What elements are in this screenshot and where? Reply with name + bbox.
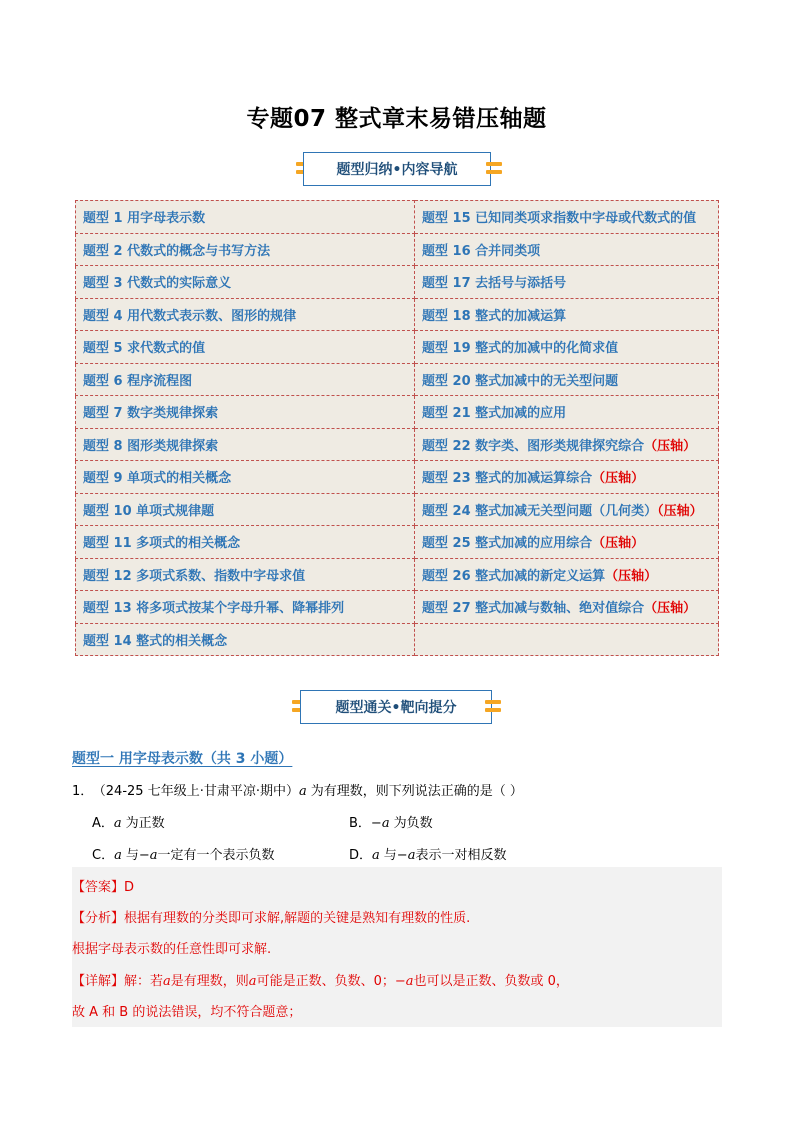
option-c <box>92 844 275 863</box>
nav-topic-link[interactable] <box>415 266 719 299</box>
option-label: A． <box>92 816 114 831</box>
nav-topic-label: 题型 15 已知同类项求指数中字母或代数式的值 <box>422 211 697 227</box>
option-text: 为负数 <box>393 816 433 831</box>
nav-topic-label: 题型 16 合并同类项 <box>422 243 541 259</box>
nav-hard-tag: （压轴） <box>644 601 697 617</box>
nav-row <box>76 396 719 429</box>
nav-topic-link[interactable]: 题型 3 代数式的实际意义 <box>76 266 415 299</box>
option-a <box>92 812 165 831</box>
nav-topic-label: 题型 26 整式加减的新定义运算 <box>422 568 606 584</box>
nav-topic-link[interactable]: 题型 6 程序流程图 <box>76 363 415 396</box>
section-heading[interactable]: 题型一 用字母表示数（共 3 小题） <box>72 751 293 767</box>
nav-topic-link[interactable]: 题型 11 多项式的相关概念 <box>76 526 415 559</box>
nav-hard-tag: （压轴） <box>605 568 658 584</box>
nav-topic-link[interactable] <box>415 363 719 396</box>
nav-topic-link[interactable]: 题型 12 多项式系数、指数中字母求值 <box>76 558 415 591</box>
detail-text: 可能是正数、负数、0； <box>256 974 395 989</box>
nav-row <box>76 266 719 299</box>
nav-topic-label: 题型 19 整式的加减中的化简求值 <box>422 341 619 357</box>
nav-row <box>76 461 719 494</box>
nav-topic-link[interactable]: 题型 13 将多项式按某个字母升幂、降幂排列 <box>76 591 415 624</box>
option-variable: a <box>113 816 122 831</box>
question-variable: a <box>298 784 307 799</box>
detail-variable: a <box>248 974 257 989</box>
nav-row <box>76 233 719 266</box>
nav-topic-label: 题型 18 整式的加减运算 <box>422 308 567 324</box>
detail-text: 也可以是正数、负数或 0， <box>413 974 569 989</box>
answer-line: 【答案】D <box>72 880 135 895</box>
nav-topic-label: 题型 22 数字类、图形类规律探究综合 <box>422 438 645 454</box>
nav-topic-label: 题型 21 整式加减的应用 <box>422 406 567 422</box>
nav-topic-label: 题型 24 整式加减无关型问题（几何类） <box>422 503 658 519</box>
nav-topic-link[interactable]: 题型 4 用代数式表示数、图形的规律 <box>76 298 415 331</box>
nav-row <box>76 298 719 331</box>
nav-hard-tag: （压轴） <box>592 471 645 487</box>
option-variable: −a <box>396 848 416 863</box>
option-variable: a <box>372 848 380 863</box>
section-banner-practice <box>0 690 793 728</box>
option-label: D． <box>349 848 373 863</box>
banner-label: 题型归纳•内容导航 <box>303 152 491 186</box>
nav-topic-link[interactable]: 题型 2 代数式的概念与书写方法 <box>76 233 415 266</box>
option-b <box>349 812 433 831</box>
detail-variable: −a <box>394 974 414 989</box>
nav-row <box>76 363 719 396</box>
detail-line <box>72 970 569 989</box>
option-label: C． <box>92 848 115 863</box>
nav-row <box>76 201 719 234</box>
option-text: 一定有一个表示负数 <box>157 848 275 863</box>
nav-topic-link[interactable] <box>415 396 719 429</box>
detail-variable: a <box>163 974 171 989</box>
nav-row <box>76 493 719 526</box>
nav-topic-label: 题型 17 去括号与添括号 <box>422 276 567 292</box>
nav-topic-label: 题型 23 整式的加减运算综合 <box>422 471 593 487</box>
option-text: 与 <box>125 848 139 863</box>
option-text: 与 <box>383 848 397 863</box>
nav-hard-tag: （压轴） <box>592 536 645 552</box>
nav-hard-tag: （压轴） <box>644 438 697 454</box>
nav-topic-link[interactable] <box>415 493 719 526</box>
question-1 <box>72 780 523 799</box>
nav-topic-link[interactable] <box>415 428 719 461</box>
nav-topic-label: 题型 20 整式加减中的无关型问题 <box>422 373 619 389</box>
nav-topic-link[interactable] <box>415 233 719 266</box>
nav-row <box>76 623 719 656</box>
option-variable: −a <box>138 848 158 863</box>
nav-topic-link[interactable]: 题型 9 单项式的相关概念 <box>76 461 415 494</box>
banner-label: 题型通关•靶向提分 <box>300 690 492 724</box>
option-text: 表示一对相反数 <box>415 848 507 863</box>
section-banner-nav <box>0 152 793 190</box>
analysis-line-2: 根据字母表示数的任意性即可求解. <box>72 942 272 957</box>
option-label: B． <box>349 816 371 831</box>
nav-topic-link[interactable] <box>415 201 719 234</box>
nav-topic-link[interactable] <box>415 331 719 364</box>
question-stem: 为有理数，则下列说法正确的是（ ） <box>310 784 523 799</box>
option-variable: a <box>114 848 122 863</box>
detail-text: 是有理数，则 <box>170 974 249 989</box>
nav-topic-link[interactable]: 题型 1 用字母表示数 <box>76 201 415 234</box>
question-number: 1． <box>72 784 94 799</box>
page-title: 专题07 整式章末易错压轴题 <box>246 106 547 132</box>
nav-topic-link <box>415 623 719 656</box>
nav-topic-link[interactable] <box>415 591 719 624</box>
nav-hard-tag: （压轴） <box>657 503 703 519</box>
question-source: （24-25 七年级上·甘肃平凉·期中） <box>99 784 299 799</box>
nav-topic-link[interactable] <box>415 558 719 591</box>
nav-row <box>76 591 719 624</box>
nav-topic-link[interactable]: 题型 5 求代数式的值 <box>76 331 415 364</box>
nav-topic-link[interactable]: 题型 10 单项式规律题 <box>76 493 415 526</box>
nav-topic-link[interactable] <box>415 461 719 494</box>
nav-row <box>76 558 719 591</box>
nav-topic-label: 题型 27 整式加减与数轴、绝对值综合 <box>422 601 645 617</box>
nav-topic-label: 题型 25 整式加减的应用综合 <box>422 536 593 552</box>
detail-text: 【详解】解：若 <box>72 974 164 989</box>
nav-topic-link[interactable]: 题型 14 整式的相关概念 <box>76 623 415 656</box>
option-d <box>349 844 506 863</box>
banner-right-decor-icon <box>485 699 501 715</box>
nav-row <box>76 428 719 461</box>
option-variable: −a <box>370 816 390 831</box>
option-text: 为正数 <box>125 816 165 831</box>
detail-line-2: 故 A 和 B 的说法错误，均不符合题意； <box>72 1005 302 1020</box>
nav-topic-link[interactable]: 题型 8 图形类规律探索 <box>76 428 415 461</box>
banner-right-decor-icon <box>486 161 502 177</box>
topic-navigation-table <box>75 200 719 656</box>
nav-row <box>76 331 719 364</box>
nav-topic-link[interactable] <box>415 298 719 331</box>
analysis-line: 【分析】根据有理数的分类即可求解,解题的关键是熟知有理数的性质. <box>72 911 471 926</box>
nav-topic-link[interactable]: 题型 7 数字类规律探索 <box>76 396 415 429</box>
nav-topic-link[interactable] <box>415 526 719 559</box>
nav-row <box>76 526 719 559</box>
